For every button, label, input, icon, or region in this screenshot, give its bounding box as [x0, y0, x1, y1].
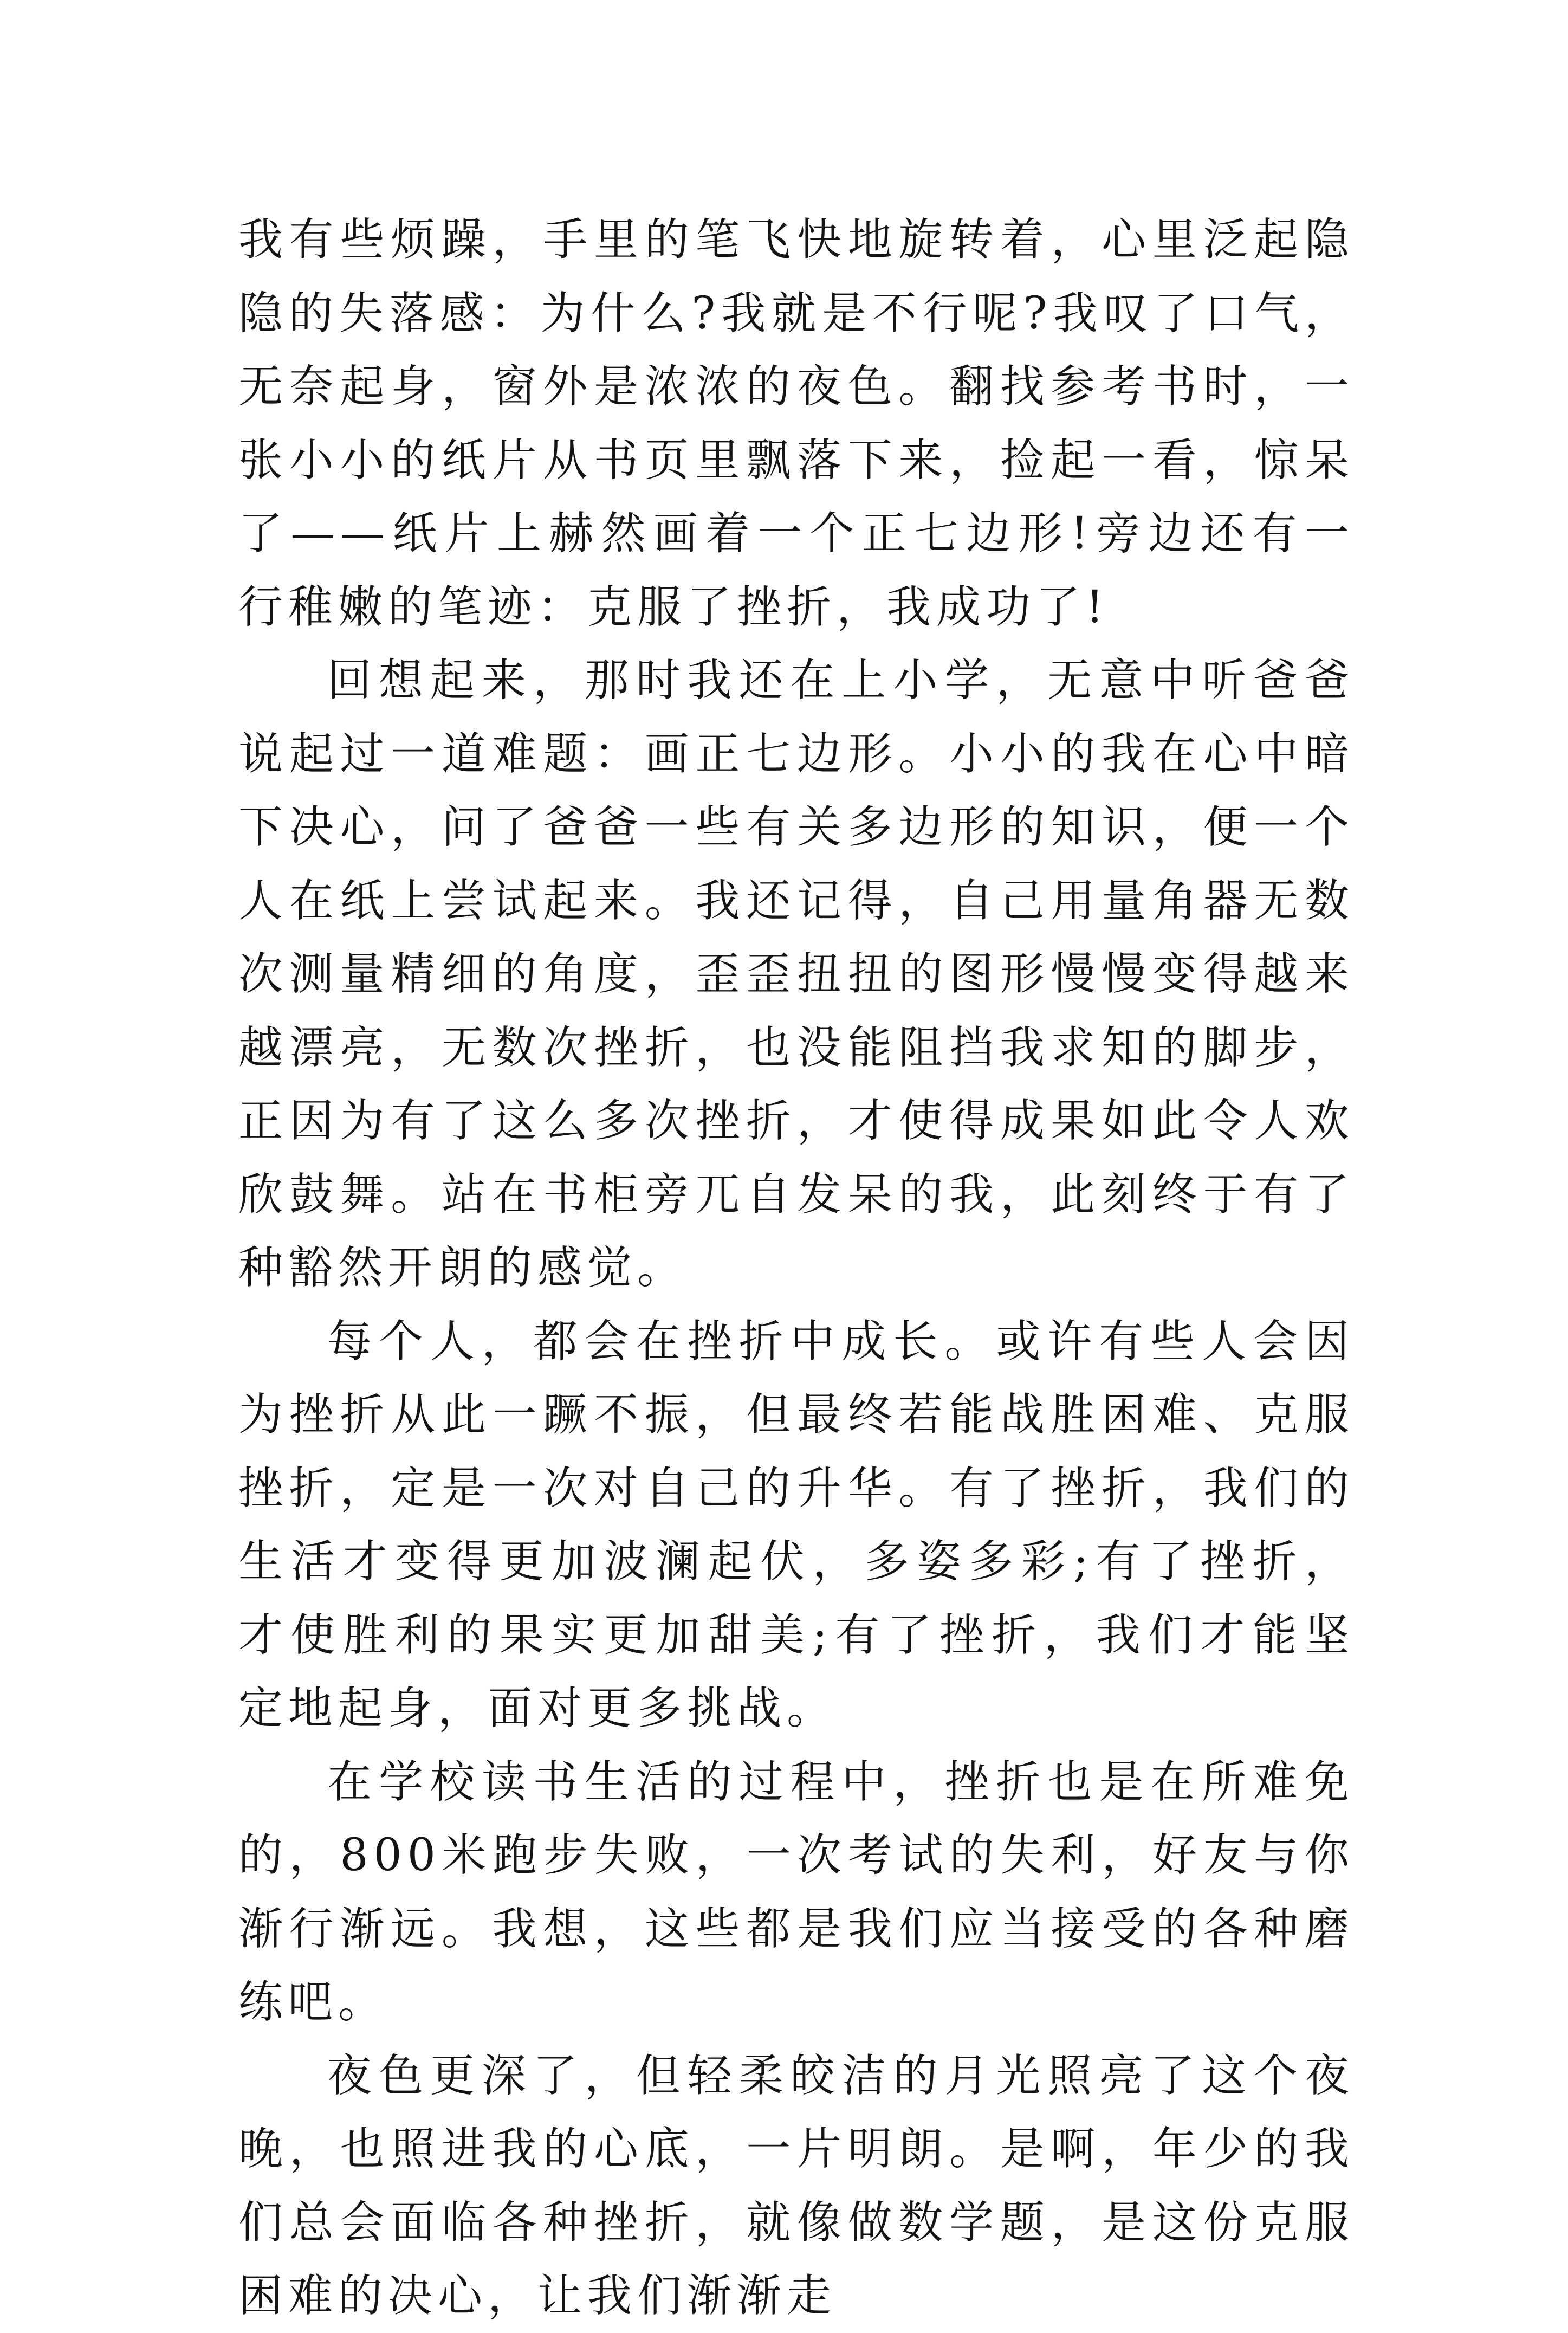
paragraph-1: 我有些烦躁，手里的笔飞快地旋转着，心里泛起隐隐的失落感：为什么?我就是不行呢?我叹了口气，无奈起身，窗外是浓浓的夜色。翻找参考书时，一张小小的纸片从书页里飘落下来，捡起一看，惊呆了——纸片上赫然画着一个正七边形!旁边还有一行稚嫩的笔迹：克服了挫折，我成功了!: [238, 214, 1355, 633]
paragraph-3: 每个人，都会在挫折中成长。或许有些人会因为挫折从此一蹶不振，但最终若能战胜困难、克服挫折，定是一次对自己的升华。有了挫折，我们的生活才变得更加波澜起伏，多姿多彩;有了挫折，才使胜利的果实更加甜美;有了挫折，我们才能坚定地起身，面对更多挑战。: [238, 1315, 1355, 1734]
document-body: [238, 203, 1355, 2333]
paragraph-5: 夜色更深了，但轻柔皎洁的月光照亮了这个夜晚，也照进我的心底，一片明朗。是啊，年少的我们总会面临各种挫折，就像做数学题，是这份克服困难的决心，让我们渐渐走: [238, 2050, 1355, 2322]
paragraph-2: 回想起来，那时我还在上小学，无意中听爸爸说起过一道难题：画正七边形。小小的我在心中暗下决心，问了爸爸一些有关多边形的知识，便一个人在纸上尝试起来。我还记得，自己用量角器无数次测量精细的角度，歪歪扭扭的图形慢慢变得越来越漂亮，无数次挫折，也没能阻挡我求知的脚步，正因为有了这么多次挫折，才使得成果如此令人欢欣鼓舞。站在书柜旁兀自发呆的我，此刻终于有了种豁然开朗的感觉。: [238, 655, 1355, 1294]
paragraph-4: 在学校读书生活的过程中，挫折也是在所难免的，800米跑步失败，一次考试的失利，好友与你渐行渐远。我想，这些都是我们应当接受的各种磨练吧。: [238, 1756, 1355, 2028]
